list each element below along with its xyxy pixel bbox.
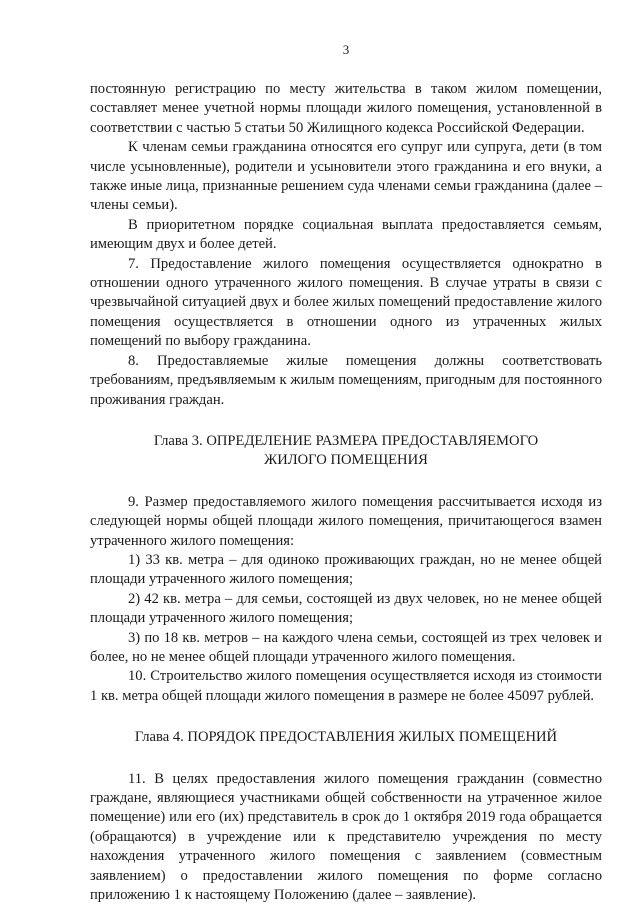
- paragraph-registration: постоянную регистрацию по месту жительства в таком жилом помещении, составляет менее учетной нормы площади жилого помещения, установленной в соответствии с частью 5 статьи 50 Жилищного кодекса Российской Федерации.: [90, 81, 602, 136]
- paragraph-item-7: 7. Предоставление жилого помещения осуществляется однократно в отношении одного утраченного жилого помещения. В случае утраты в связи с чрезвычайной ситуацией двух и более жилых помещений предоставление жилого помещения осуществляется в отношении одного из утраченных жилых помещений по выбору гражданина.: [90, 255, 602, 350]
- paragraph-priority: В приоритетном порядке социальная выплата предоставляется семьям, имеющим двух и более детей.: [90, 216, 602, 253]
- chapter-3-heading-line1: Глава 3. ОПРЕДЕЛЕНИЕ РАЗМЕРА ПРЕДОСТАВЛЯЕМОГО: [153, 432, 539, 449]
- chapter-3-heading-line2: ЖИЛОГО ПОМЕЩЕНИЯ: [264, 452, 428, 469]
- list-item-33-sqm: 1) 33 кв. метра – для одиноко проживающих граждан, но не менее общей площади утраченного жилого помещения;: [90, 551, 602, 588]
- paragraph-item-11: 11. В целях предоставления жилого помещения гражданин (совместно граждане, являющиеся участниками общей собственности на утраченное жилое помещение) или его (их) представитель в срок до 1 октября 2019 года обращается (обращаются) в учреждение или к представителю учреждения по месту нахождения утраченного жилого помещения с заявлением (совместным заявлением) о предоставлении жилого помещения по форме согласно приложению 1 к настоящему Положению (далее – заявление).: [90, 770, 602, 904]
- chapter-4-heading: Глава 4. ПОРЯДОК ПРЕДОСТАВЛЕНИЯ ЖИЛЫХ ПОМЕЩЕНИЙ: [134, 729, 558, 746]
- paragraph-item-8: 8. Предоставляемые жилые помещения должны соответствовать требованиям, предъявляемым к жилым помещениям, пригодным для постоянного проживания граждан.: [90, 352, 602, 408]
- page-number: 3: [342, 42, 350, 57]
- paragraph-family-members: К членам семьи гражданина относятся его супруг или супруга, дети (в том числе усыновленные), родители и усыновители этого гражданина и его внуки, а также иные лица, признанные решением суда членами семьи гражданина (далее – члены семьи).: [90, 139, 602, 214]
- paragraph-item-10: 10. Строительство жилого помещения осуществляется исходя из стоимости 1 кв. метра общей площади жилого помещения в размере не более 45097 рублей.: [90, 668, 602, 704]
- paragraph-item-9: 9. Размер предоставляемого жилого помещения рассчитывается исходя из следующей нормы общей площади жилого помещения, причитающегося взамен утраченного жилого помещения:: [90, 493, 602, 549]
- list-item-18-sqm: 3) по 18 кв. метров – на каждого члена семьи, состоящей из трех человек и более, но не менее общей площади утраченного жилого помещения.: [90, 629, 602, 665]
- list-item-42-sqm: 2) 42 кв. метра – для семьи, состоящей из двух человек, но не менее общей площади утраченного жилого помещения;: [90, 590, 602, 627]
